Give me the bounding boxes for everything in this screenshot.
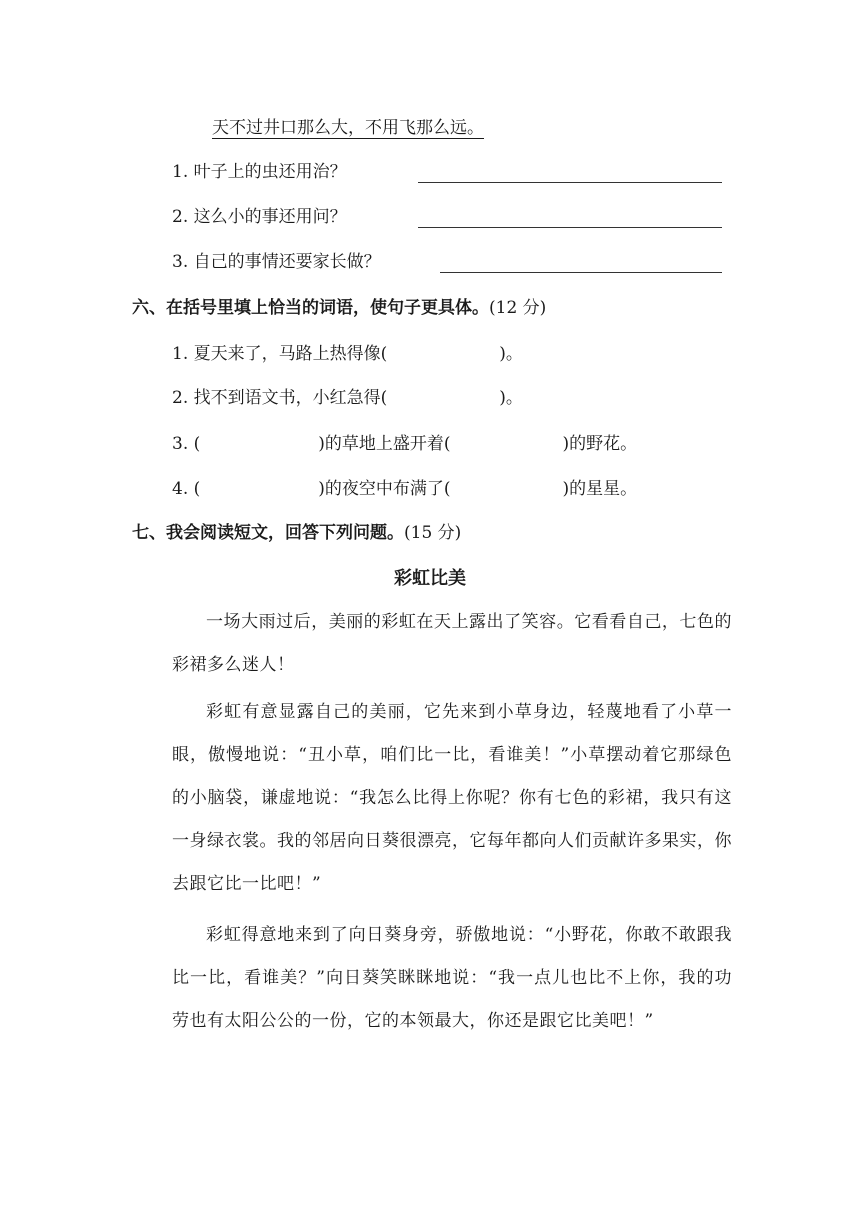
answer-line-3[interactable] [440, 272, 722, 273]
fill-item-2-before: 2. 找不到语文书，小红急得( [172, 388, 388, 408]
fill-item-4-before: 4. ( [172, 479, 201, 499]
passage-paragraph-1: 一场大雨过后，美丽的彩虹在天上露出了笑容。它看看自己，七色的彩裙多么迷人！ [172, 612, 732, 675]
fill-item-3-after: )的野花。 [562, 434, 638, 454]
fill-item-1-before: 1. 夏天来了，马路上热得像( [172, 344, 388, 364]
fill-item-4 [172, 477, 637, 501]
passage-paragraph-2: 彩虹有意显露自己的美丽，它先来到小草身边，轻蔑地看了小草一眼，傲慢地说：“丑小草，咱们比一比，看谁美！”小草摆动着它那绿色的小脑袋，谦虚地说：“我怎么比得上你呢？你有七色的彩裙，我只有这一身绿衣裳。我的邻居向日葵很漂亮，它每年都向人们贡献许多果实，你去跟它比一比吧！” [172, 702, 732, 894]
example-sentence: 天不过井口那么大，不用飞那么远。 [212, 118, 484, 138]
rewrite-item-3: 3. 自己的事情还要家长做？ [172, 252, 381, 272]
section-7-score: (15 分) [404, 523, 462, 543]
fill-item-1 [172, 342, 523, 366]
section-6-score: (12 分) [489, 298, 547, 318]
passage-title: 彩虹比美 [394, 568, 466, 589]
answer-line-2[interactable] [418, 227, 722, 228]
fill-item-2 [172, 386, 523, 410]
passage-paragraph-3: 彩虹得意地来到了向日葵身旁，骄傲地说：“小野花，你敢不敢跟我比一比，看谁美？”向日葵笑眯眯地说：“我一点儿也比不上你，我的功劳也有太阳公公的一份，它的本领最大，你还是跟它比美吧！” [172, 925, 732, 1031]
fill-item-3-before: 3. ( [172, 434, 201, 454]
section-6-title: 六、在括号里填上恰当的词语，使句子更具体。 [132, 298, 489, 318]
fill-item-4-mid: )的夜空中布满了( [318, 479, 451, 499]
fill-item-3-mid: )的草地上盛开着( [318, 434, 451, 454]
fill-item-1-after: )。 [499, 344, 523, 364]
fill-item-2-after: )。 [499, 388, 523, 408]
answer-line-1[interactable] [418, 182, 722, 183]
section-7-title: 七、我会阅读短文，回答下列问题。 [132, 523, 404, 543]
section-7-heading [132, 521, 461, 545]
section-6-heading [132, 296, 546, 320]
fill-item-4-after: )的星星。 [562, 479, 638, 499]
rewrite-item-2: 2. 这么小的事还用问？ [172, 207, 347, 227]
fill-item-3 [172, 432, 637, 456]
rewrite-item-1: 1. 叶子上的虫还用治？ [172, 162, 347, 182]
